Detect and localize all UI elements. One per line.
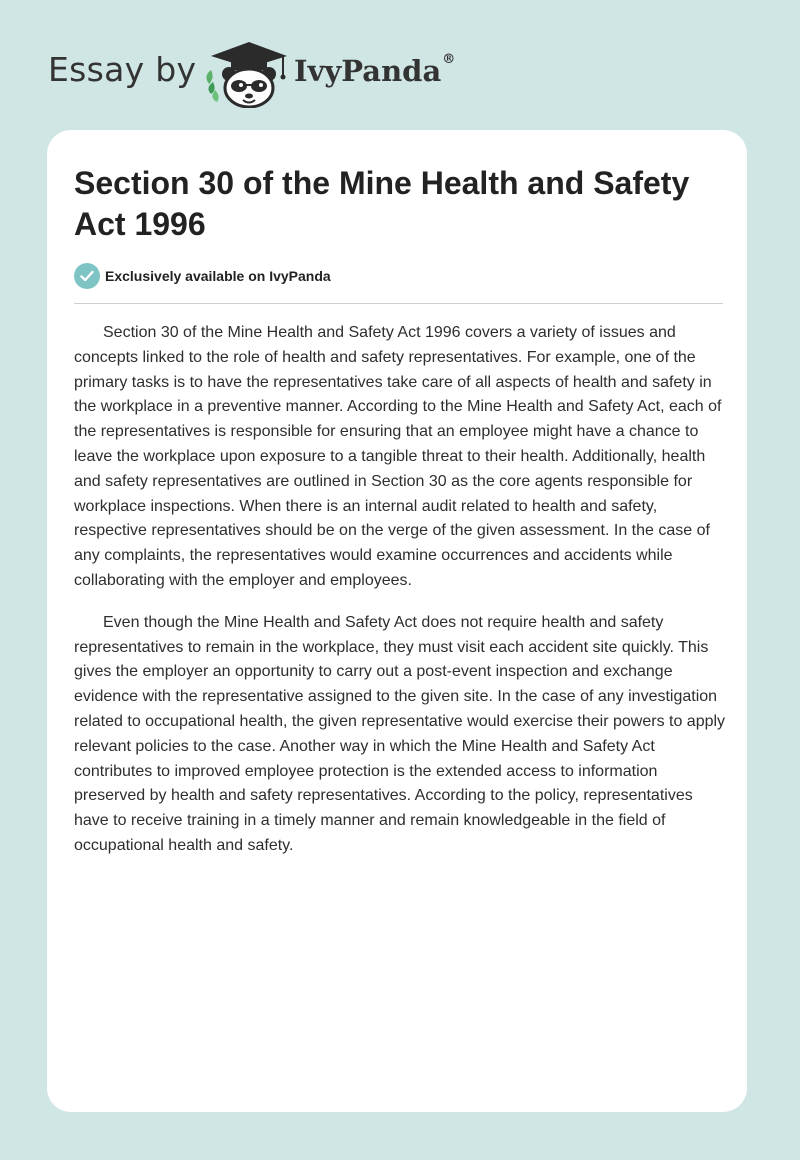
brand-name[interactable] <box>294 54 455 88</box>
brand-name-text: IvyPanda <box>294 54 442 88</box>
site-header <box>48 36 748 108</box>
paragraph: Section 30 of the Mine Health and Safety Act 1996 covers a variety of issues and concepts linked to the role of health and safety representatives. For example, one of the primary tasks is to have the representatives take care of all aspects of health and safety in the workplace in a preventive manner. According to the Mine Health and Safety Act, each of the representatives is responsible for ensuring that an employee might have a chance to leave the workplace upon exposure to a tangible threat to their health. Additionally, health and safety representatives are outlined in Section 30 as the core agents responsible for workplace inspections. When there is an internal audit related to health and safety, respective representatives should be on the verge of the given assessment. In the case of any complaints, the representatives would examine occurrences and accidents while collaborating with the employer and employees. <box>74 324 722 589</box>
check-circle-icon <box>74 263 100 289</box>
essay-by-label: Essay by <box>48 50 197 89</box>
essay-body <box>74 321 726 876</box>
paragraph: Even though the Mine Health and Safety Act does not require health and safety representatives to remain in the workplace, they must visit each accident site quickly. This gives the employer an opportunity to carry out a post-event inspection and exchange evidence with the representative assigned to the given site. In the case of any investigation related to occupational health, the given representative would exercise their powers to apply relevant policies to the case. Another way in which the Mine Health and Safety Act contributes to improved employee protection is the extended access to information preserved by health and safety representatives. According to the policy, representatives have to receive training in a timely manner and remain knowledgeable in the field of occupational health and safety. <box>74 613 726 854</box>
essay-card <box>47 130 747 1112</box>
divider <box>74 303 723 304</box>
exclusive-badge <box>74 263 474 289</box>
registered-mark: ® <box>442 52 456 67</box>
exclusive-badge-label: Exclusively available on IvyPanda <box>105 268 331 284</box>
page-title: Section 30 of the Mine Health and Safety Act 1996 <box>74 165 690 242</box>
